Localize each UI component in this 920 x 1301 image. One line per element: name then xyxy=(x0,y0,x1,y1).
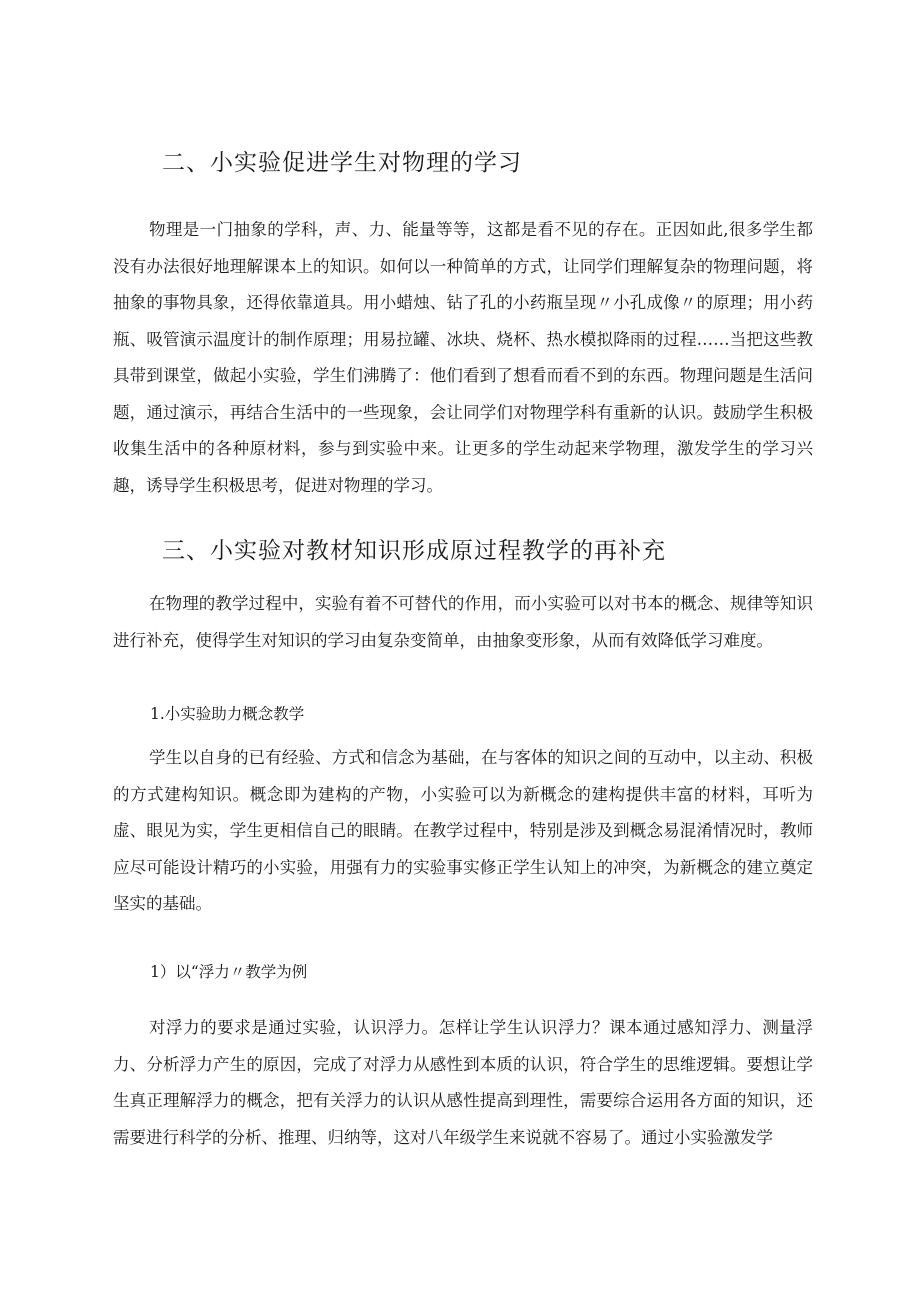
subsection-1-heading: 1.小实验助力概念教学 xyxy=(150,705,305,723)
section-2-paragraph: 物理是一门抽象的学科，声、力、能量等等，这都是看不见的存在。正因如此,很多学生都没有办法很好地理解课本上的知识。如何以一种简单的方式，让同学们理解复杂的物理问题，将抽象的事物具象，还得依靠道具。用小蜡烛、钻了孔的小药瓶呈现〃小孔成像〃的原理；用小药瓶、吸管演示温度计的制作原理；用易拉罐、冰块、烧杯、热水模拟降雨的过程……当把这些教具带到课堂，做起小实验，学生们沸腾了：他们看到了想看而看不到的东西。物理问题是生活问题，通过演示，再结合生活中的一些现象，会让同学们对物理学科有重新的认识。鼓励学生积极收集生活中的各种原材料，参与到实验中来。让更多的学生动起来学物理，激发学生的学习兴趣，诱导学生积极思考，促进对物理的学习。 xyxy=(113,220,813,495)
example-1-paragraph: 对浮力的要求是通过实验，认识浮力。怎样让学生认识浮力？课本通过感知浮力、测量浮力、分析浮力产生的原因，完成了对浮力从感性到本质的认识，符合学生的思维逻辑。要想让学生真正理解浮力的概念，把有关浮力的认识从感性提高到理性，需要综合运用各方面的知识，还需要进行科学的分析、推理、归纳等，这对八年级学生来说就不容易了。通过小实验激发学 xyxy=(113,1018,813,1147)
example-1-heading: 1）以“浮力〃教学为例 xyxy=(150,963,308,981)
section-3-paragraph: 在物理的教学过程中，实验有着不可替代的作用，而小实验可以对书本的概念、规律等知识进行补充，使得学生对知识的学习由复杂变简单，由抽象变形象，从而有效降低学习难度。 xyxy=(113,594,813,650)
section-2-heading: 二、小实验促进学生对物理的学习 xyxy=(162,150,522,176)
subsection-1-paragraph: 学生以自身的已有经验、方式和信念为基础，在与客体的知识之间的互动中，以主动、积极的方式建构知识。概念即为建构的产物，小实验可以为新概念的建构提供丰富的材料，耳听为虚、眼见为实，学生更相信自己的眼睛。在教学过程中，特别是涉及到概念易混淆情况时，教师应尽可能设计精巧的小实验，用强有力的实验事实修正学生认知上的冲突，为新概念的建立奠定坚实的基础。 xyxy=(113,748,813,913)
section-3-heading: 三、小实验对教材知识形成原过程教学的再补充 xyxy=(162,538,666,564)
